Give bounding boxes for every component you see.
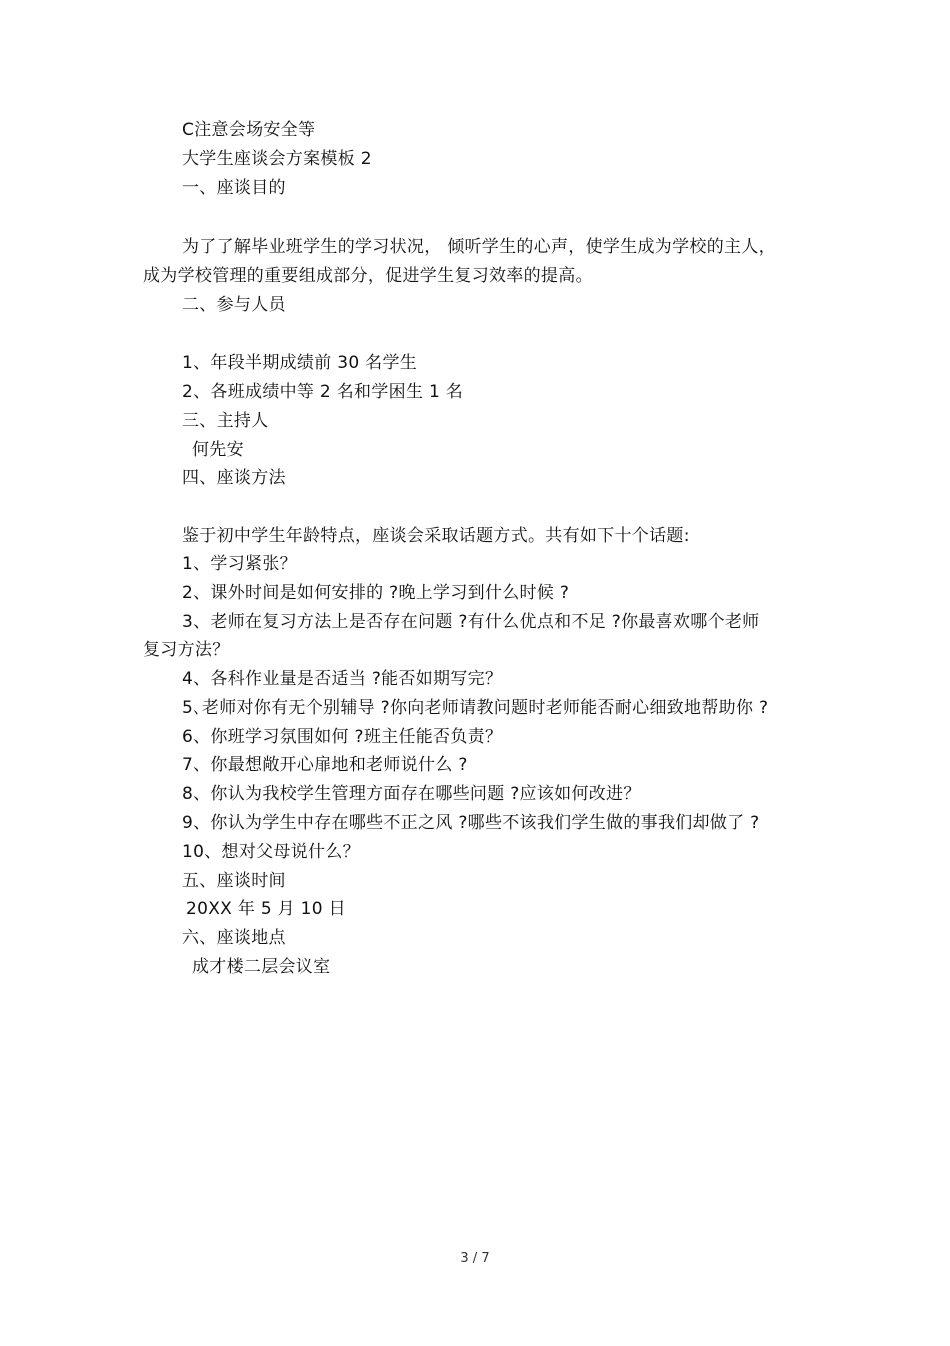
- heading-host: 三、主持人: [182, 411, 269, 431]
- heading-participants: 二、参与人员: [182, 295, 286, 315]
- list-item: 3、老师在复习方法上是否存在问题 ?有什么优点和不足 ?你最喜欢哪个老师: [182, 612, 760, 632]
- host-name: 何先安: [192, 440, 244, 460]
- list-item: 1、年段半期成绩前 30 名学生: [182, 353, 418, 373]
- location-value: 成才楼二层会议室: [192, 957, 331, 977]
- heading-location: 六、座谈地点: [182, 928, 286, 948]
- heading-purpose: 一、座谈目的: [182, 178, 286, 198]
- heading-time: 五、座谈时间: [182, 871, 286, 891]
- list-item: 1、学习紧张？: [182, 554, 297, 574]
- section-title: 大学生座谈会方案模板 2: [182, 149, 372, 169]
- list-item-continued: 复习方法？: [143, 640, 230, 660]
- paragraph-line: 鉴于初中学生年龄特点，座谈会采取话题方式。共有如下十个话题:: [182, 526, 690, 546]
- list-item: 4、各科作业量是否适当 ?能否如期写完？: [182, 669, 503, 689]
- list-item: 2、各班成绩中等 2 名和学困生 1 名: [182, 382, 464, 402]
- list-item: 6、你班学习氛围如何 ?班主任能否负责？: [182, 727, 503, 747]
- list-item: 10、想对父母说什么？: [182, 842, 360, 862]
- list-item: 2、课外时间是如何安排的 ?晚上学习到什么时候 ?: [182, 583, 570, 603]
- list-item: 7、你最想敞开心扉地和老师说什么 ?: [182, 755, 468, 775]
- text-line: C注意会场安全等: [182, 120, 316, 140]
- list-item: 8、你认为我校学生管理方面存在哪些问题 ?应该如何改进？: [182, 784, 641, 804]
- date-value: 20XX 年 5 月 10 日: [186, 899, 346, 919]
- page-number: 3 / 7: [460, 1251, 490, 1266]
- list-item: 5､老师对你有无个别辅导 ?你向老师请教问题时老师能否耐心细致地帮助你 ?: [182, 698, 769, 718]
- heading-method: 四、座谈方法: [182, 468, 286, 488]
- paragraph-line: 为了了解毕业班学生的学习状况， 倾听学生的心声，使学生成为学校的主人，: [182, 237, 776, 257]
- paragraph-line: 成为学校管理的重要组成部分，促进学生复习效率的提高。: [143, 266, 593, 286]
- list-item: 9、你认为学生中存在哪些不正之风 ?哪些不该我们学生做的事我们却做了 ?: [182, 813, 760, 833]
